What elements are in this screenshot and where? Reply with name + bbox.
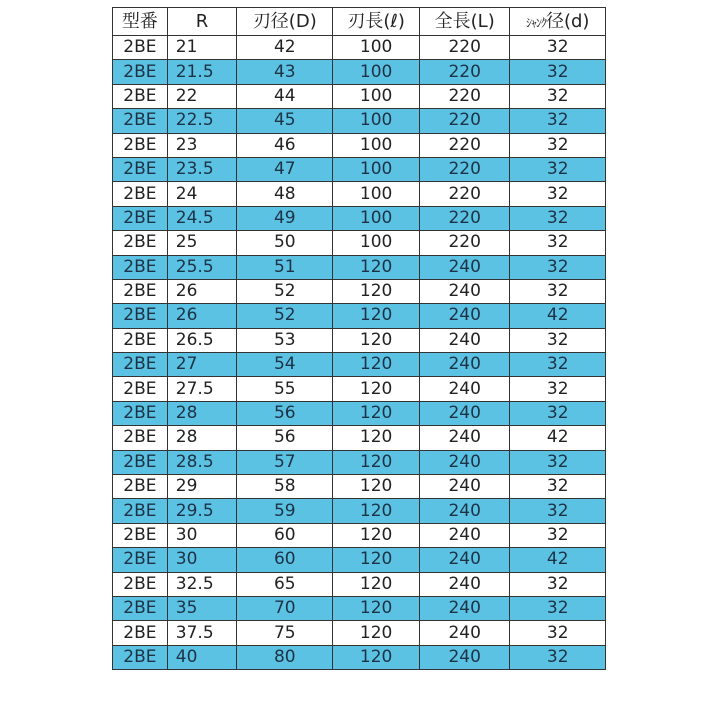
cell-diameter: 47 [237, 157, 333, 181]
table-row [113, 548, 606, 572]
cell-diameter: 75 [237, 621, 333, 645]
cell-shank-diameter: 32 [510, 60, 606, 84]
table-row [113, 304, 606, 328]
cell-shank-diameter: 32 [510, 206, 606, 230]
table-row [113, 645, 606, 669]
cell-total-length: 220 [419, 84, 509, 108]
cell-blade-length: 120 [333, 645, 420, 669]
cell-shank-diameter: 32 [510, 377, 606, 401]
cell-model: 2BE [113, 231, 168, 255]
cell-model: 2BE [113, 353, 168, 377]
table-row [113, 572, 606, 596]
cell-total-length: 240 [419, 328, 509, 352]
cell-diameter: 48 [237, 182, 333, 206]
cell-shank-diameter: 32 [510, 328, 606, 352]
cell-total-length: 220 [419, 36, 509, 60]
cell-total-length: 220 [419, 206, 509, 230]
cell-diameter: 56 [237, 401, 333, 425]
cell-blade-length: 120 [333, 255, 420, 279]
cell-diameter: 70 [237, 596, 333, 620]
cell-model: 2BE [113, 548, 168, 572]
cell-r: 23.5 [167, 157, 236, 181]
table-row [113, 157, 606, 181]
cell-blade-length: 120 [333, 279, 420, 303]
cell-r: 26 [167, 279, 236, 303]
cell-model: 2BE [113, 426, 168, 450]
cell-blade-length: 120 [333, 426, 420, 450]
cell-total-length: 240 [419, 621, 509, 645]
table-row [113, 426, 606, 450]
cell-diameter: 57 [237, 450, 333, 474]
cell-diameter: 42 [237, 36, 333, 60]
cell-model: 2BE [113, 304, 168, 328]
cell-r: 28 [167, 401, 236, 425]
cell-shank-diameter: 32 [510, 401, 606, 425]
cell-blade-length: 100 [333, 231, 420, 255]
cell-model: 2BE [113, 645, 168, 669]
cell-diameter: 55 [237, 377, 333, 401]
cell-model: 2BE [113, 182, 168, 206]
cell-shank-diameter: 32 [510, 523, 606, 547]
cell-total-length: 220 [419, 182, 509, 206]
cell-shank-diameter: 32 [510, 572, 606, 596]
cell-diameter: 52 [237, 279, 333, 303]
header-blade-length: 刃長(ℓ) [333, 8, 420, 36]
cell-diameter: 43 [237, 60, 333, 84]
cell-shank-diameter: 42 [510, 548, 606, 572]
header-r: R [167, 8, 236, 36]
cell-total-length: 240 [419, 475, 509, 499]
cell-r: 23 [167, 133, 236, 157]
cell-blade-length: 100 [333, 206, 420, 230]
cell-total-length: 240 [419, 499, 509, 523]
cell-blade-length: 100 [333, 133, 420, 157]
table-row [113, 182, 606, 206]
cell-total-length: 240 [419, 304, 509, 328]
header-shank-label: ｼｬﾝｸ [525, 15, 546, 30]
header-diameter: 刃径(D) [237, 8, 333, 36]
cell-total-length: 240 [419, 572, 509, 596]
cell-total-length: 240 [419, 353, 509, 377]
cell-blade-length: 120 [333, 548, 420, 572]
cell-shank-diameter: 42 [510, 304, 606, 328]
cell-model: 2BE [113, 475, 168, 499]
cell-blade-length: 100 [333, 84, 420, 108]
cell-diameter: 80 [237, 645, 333, 669]
cell-shank-diameter: 32 [510, 157, 606, 181]
cell-diameter: 44 [237, 84, 333, 108]
cell-r: 26 [167, 304, 236, 328]
table-row [113, 109, 606, 133]
cell-r: 27 [167, 353, 236, 377]
cell-shank-diameter: 32 [510, 596, 606, 620]
table-row [113, 328, 606, 352]
cell-shank-diameter: 32 [510, 450, 606, 474]
cell-r: 22 [167, 84, 236, 108]
table-row [113, 353, 606, 377]
cell-blade-length: 120 [333, 621, 420, 645]
cell-shank-diameter: 32 [510, 279, 606, 303]
cell-model: 2BE [113, 377, 168, 401]
cell-blade-length: 120 [333, 523, 420, 547]
cell-shank-diameter: 32 [510, 231, 606, 255]
cell-r: 24 [167, 182, 236, 206]
cell-r: 37.5 [167, 621, 236, 645]
cell-total-length: 220 [419, 60, 509, 84]
table-row [113, 84, 606, 108]
table-row [113, 206, 606, 230]
cell-blade-length: 100 [333, 157, 420, 181]
cell-blade-length: 120 [333, 499, 420, 523]
cell-r: 25.5 [167, 255, 236, 279]
cell-total-length: 220 [419, 133, 509, 157]
header-row [113, 8, 606, 36]
cell-diameter: 54 [237, 353, 333, 377]
cell-model: 2BE [113, 450, 168, 474]
cell-total-length: 240 [419, 377, 509, 401]
cell-diameter: 56 [237, 426, 333, 450]
cell-diameter: 49 [237, 206, 333, 230]
cell-model: 2BE [113, 133, 168, 157]
cell-blade-length: 120 [333, 328, 420, 352]
header-shank-suffix: 径(d) [545, 10, 590, 32]
cell-diameter: 45 [237, 109, 333, 133]
cell-model: 2BE [113, 499, 168, 523]
table-row [113, 475, 606, 499]
cell-total-length: 240 [419, 401, 509, 425]
cell-shank-diameter: 32 [510, 255, 606, 279]
cell-r: 28.5 [167, 450, 236, 474]
cell-model: 2BE [113, 60, 168, 84]
cell-model: 2BE [113, 157, 168, 181]
cell-blade-length: 120 [333, 450, 420, 474]
cell-total-length: 240 [419, 596, 509, 620]
table-row [113, 133, 606, 157]
table-row [113, 450, 606, 474]
cell-blade-length: 100 [333, 109, 420, 133]
cell-r: 21 [167, 36, 236, 60]
cell-total-length: 240 [419, 450, 509, 474]
table-row [113, 596, 606, 620]
cell-blade-length: 120 [333, 572, 420, 596]
cell-diameter: 59 [237, 499, 333, 523]
cell-blade-length: 120 [333, 401, 420, 425]
cell-model: 2BE [113, 84, 168, 108]
cell-r: 27.5 [167, 377, 236, 401]
cell-shank-diameter: 32 [510, 499, 606, 523]
header-total-length: 全長(L) [419, 8, 509, 36]
cell-r: 29.5 [167, 499, 236, 523]
cell-r: 28 [167, 426, 236, 450]
table-row [113, 60, 606, 84]
cell-blade-length: 120 [333, 353, 420, 377]
table-row [113, 36, 606, 60]
cell-shank-diameter: 32 [510, 36, 606, 60]
cell-model: 2BE [113, 109, 168, 133]
cell-shank-diameter: 32 [510, 353, 606, 377]
cell-shank-diameter: 32 [510, 182, 606, 206]
cell-shank-diameter: 32 [510, 475, 606, 499]
cell-model: 2BE [113, 572, 168, 596]
cell-blade-length: 100 [333, 36, 420, 60]
cell-r: 35 [167, 596, 236, 620]
cell-shank-diameter: 32 [510, 84, 606, 108]
cell-diameter: 46 [237, 133, 333, 157]
cell-model: 2BE [113, 206, 168, 230]
cell-total-length: 240 [419, 548, 509, 572]
cell-total-length: 220 [419, 109, 509, 133]
cell-total-length: 240 [419, 426, 509, 450]
cell-total-length: 220 [419, 157, 509, 181]
cell-total-length: 240 [419, 645, 509, 669]
table-row [113, 377, 606, 401]
cell-r: 29 [167, 475, 236, 499]
cell-shank-diameter: 32 [510, 133, 606, 157]
cell-blade-length: 120 [333, 475, 420, 499]
cell-model: 2BE [113, 523, 168, 547]
cell-r: 30 [167, 548, 236, 572]
cell-blade-length: 100 [333, 60, 420, 84]
cell-model: 2BE [113, 401, 168, 425]
cell-r: 26.5 [167, 328, 236, 352]
cell-diameter: 53 [237, 328, 333, 352]
header-shank-diameter [510, 8, 606, 36]
spec-table [112, 7, 606, 670]
cell-model: 2BE [113, 279, 168, 303]
cell-diameter: 58 [237, 475, 333, 499]
table-row [113, 621, 606, 645]
cell-r: 25 [167, 231, 236, 255]
cell-blade-length: 120 [333, 377, 420, 401]
table-row [113, 499, 606, 523]
cell-r: 24.5 [167, 206, 236, 230]
cell-r: 40 [167, 645, 236, 669]
cell-total-length: 220 [419, 231, 509, 255]
cell-total-length: 240 [419, 255, 509, 279]
cell-total-length: 240 [419, 523, 509, 547]
cell-blade-length: 100 [333, 182, 420, 206]
cell-model: 2BE [113, 596, 168, 620]
cell-diameter: 60 [237, 548, 333, 572]
cell-shank-diameter: 42 [510, 426, 606, 450]
cell-diameter: 65 [237, 572, 333, 596]
cell-model: 2BE [113, 328, 168, 352]
table-row [113, 523, 606, 547]
table-row [113, 279, 606, 303]
cell-shank-diameter: 32 [510, 621, 606, 645]
cell-total-length: 240 [419, 279, 509, 303]
table-row [113, 231, 606, 255]
cell-r: 21.5 [167, 60, 236, 84]
cell-model: 2BE [113, 255, 168, 279]
cell-diameter: 50 [237, 231, 333, 255]
cell-blade-length: 120 [333, 596, 420, 620]
table-row [113, 255, 606, 279]
cell-diameter: 51 [237, 255, 333, 279]
cell-blade-length: 120 [333, 304, 420, 328]
cell-diameter: 52 [237, 304, 333, 328]
cell-r: 30 [167, 523, 236, 547]
header-model: 型番 [113, 8, 168, 36]
table-row [113, 401, 606, 425]
cell-diameter: 60 [237, 523, 333, 547]
cell-shank-diameter: 32 [510, 109, 606, 133]
cell-shank-diameter: 32 [510, 645, 606, 669]
cell-r: 22.5 [167, 109, 236, 133]
cell-r: 32.5 [167, 572, 236, 596]
cell-model: 2BE [113, 36, 168, 60]
cell-model: 2BE [113, 621, 168, 645]
